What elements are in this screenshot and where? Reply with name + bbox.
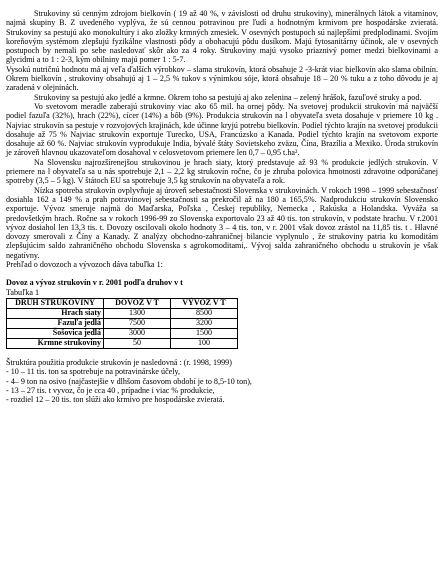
row-name: Krmne strukoviny (7, 338, 104, 348)
list-item: - 4– 9 ton na osivo (najčastejšie v dlhšom časovom období je to 8,5-10 ton), (6, 376, 252, 386)
list-item: - 13 – 27 tis. t vyvoz, čo je cca 40 , prípadne i viac % produkcie, (6, 385, 215, 395)
row-dovoz: 3000 (104, 328, 171, 338)
row-dovoz: 7500 (104, 318, 171, 328)
row-name: Šošovica jedlá (7, 328, 104, 338)
row-vyvoz: 1500 (171, 328, 238, 338)
spacer (6, 269, 438, 278)
spacer (6, 349, 438, 358)
list-item: - 10 – 11 tis. ton sa spotrebuje na potravinárske účely, (6, 367, 181, 377)
paragraph-4: Vo svetovom meradle zaberajú strukoviny viac ako 65 mil. ha ornej pôdy. Na svetovej produkcii strukovín má najväčší podiel fazuľa (32%), hrach (22%), cícer (14%) a bôb (9%). Produkcia strukovín na l obyvateľa sveta dosahuje v priemere 10 kg . Najviac strukovín sa pestuje v rozvojových krajinách, kde účinne kryjú potrebu bielkovín. Podiel týchto krajín na svetovej produkcii dosahuje až 75 % Najviac strukovín exportuje Turecko, USA, Francúzsko a Kanada. Podiel týchto krajín na svetovom exporte dosahuje až 60 %. Najviac strukovín vyprodukuje India, bývalé štáty Sovietskeho zväzu, Čína, Brazília a Mexiko. Úroda strukovín je zároveň hlavnou ukazovateľom dosahoval v celosvetovom priemere len 0,7 – 0,95 t.ha². (6, 101, 438, 158)
table-row (7, 338, 238, 348)
structure-intro: Štruktúra použitia produkcie strukovín je nasledovná : (r. 1998, 1999) (6, 357, 232, 367)
row-name: Fazuľa jedlá (7, 318, 104, 328)
row-dovoz: 1300 (104, 308, 171, 318)
list-item: - rozdiel 12 – 20 tis. ton slúži ako krmivo pre hospodárske zvieratá. (6, 395, 225, 405)
table-row (7, 328, 238, 338)
row-vyvoz: 100 (171, 338, 238, 348)
paragraph-1: Strukoviny sú cenným zdrojom bielkovín ( 19 až 40 %, v závislosti od druhu strukoviny), minerálnych látok a vitamínov, najmä skupiny B. Z uvedeného vyplýva, že sú cennou potravinou pre ľudí a hodnotným krmivom pre hospodárske zvieratá. Strukoviny sa pestujú ako monokultúry i ako zložky krmných zmesiek. V osevných postupoch sú najlepšími predplodinami. Svojím koreňovým systémom zlepšujú fyzikálne vlastnosti pôdy a obohacujú pôdu dusíkom. Majú fytosanitárny účinok, ale v osevných postupoch by nemali po sebe nasledovať skôr ako za 4 roky. Strukoviny majú vysoko priaznivý pomer medzi bielkovinami a glycidmi a to 1 : 2-3, kým obilniny majú pomer 1 : 5-7. (6, 9, 438, 65)
usage-list (6, 367, 438, 404)
document-page (6, 9, 438, 404)
row-vyvoz: 8500 (171, 308, 238, 318)
header-vyvoz: VÝVOZ V T (171, 298, 238, 308)
row-name: Hrach siaty (7, 308, 104, 318)
header-dovoz: DOVOZ V T (104, 298, 171, 308)
table-header-row (7, 298, 238, 308)
table-row (7, 318, 238, 328)
row-vyvoz: 3200 (171, 318, 238, 328)
import-export-table (6, 298, 238, 349)
table-caption: Dovoz a vývoz strukovín v r. 2001 podľa druhov v t (6, 278, 183, 288)
paragraph-7: Prehľad o dovozoch a vývozoch dáva tabuľka 1: (6, 260, 163, 270)
paragraph-5: Na Slovensku najrozšírenejšou strukovinou je hrach siaty, ktorý predstavuje až 93 % produkcie jedlých strukovín. V priemere na l obyvateľa sa u nás spotrebuje 2,1 – 2,2 kg strukovín ročne, čo je zhruba polovica hmotnosti zdravotne odporúčanej spotreby (3,5 – 5 kg). V štátoch EU sa spotrebuje 3,5 kg strukovín na obyvateľa a rok. (6, 157, 438, 186)
paragraph-6: Nízka spotreba strukovín ovplyvňuje aj úroveň sebestačnosti Slovenska v strukovinách. V rokoch 1998 – 1999 sebestačnosť dosiahla 162 a 149 % a prah potravinovej sebestačnosti sa prekročil až na 180 a 165,5%. Nadprodukciu strukovín Slovensko exportuje. Vývoz smeruje najmä do Maďarska, Poľska , Českej republiky, Nemecka , Rakúska a Holandska. Vyváža sa predovšetkým hrach. Ročne sa v rokoch 1996-99 zo Slovenska exportovalo 23 až 40 tis. ton strukovín, v podstate hrachu. V r.2001 vývoz dosiahol len 13,3 tis. t. Dovozy oscilovali okolo hodnoty 3 – 4 tis. ton, v r. 2001 však dovoz zrástol na 11,85 tis. t . Hlavné dovozy smerovali z Číny a Kanady. Z analýzy obchodno-zahraničnej bilancie vyplynulo , že strukoviny patria ku komoditám zlepšujúcim saldo zahraničného obchodu Slovenska s agrokomoditami,. Vývoj salda zahraničného obchodu u strukovín je však negatívny. (6, 185, 438, 260)
table-row (7, 308, 238, 318)
paragraph-2: Vysokú nutričnú hodnotu má aj veľa ďalších výrobkov – slama strukovín, ktorá obsahuje 2 -3-krát viac bielkovín ako slama obilnín. Okrem bielkovín , strukoviny obsahujú aj 1 – 2,5 % tukov s výnimkou sóje, ktorá obsahuje 18 – 20 % tuku a z toho dôvodu je aj zaradená v olejninách. (6, 64, 438, 93)
row-dovoz: 50 (104, 338, 171, 348)
paragraph-3: Strukoviny sa pestujú ako jedlé a krmne. Okrem toho sa pestujú aj ako zelenina – zelený hrášok, fazuľové struky a pod. (34, 92, 422, 102)
table-label: Tabuľka 1 (6, 287, 40, 297)
header-druh: DRUH STRUKOVINY (7, 298, 104, 308)
